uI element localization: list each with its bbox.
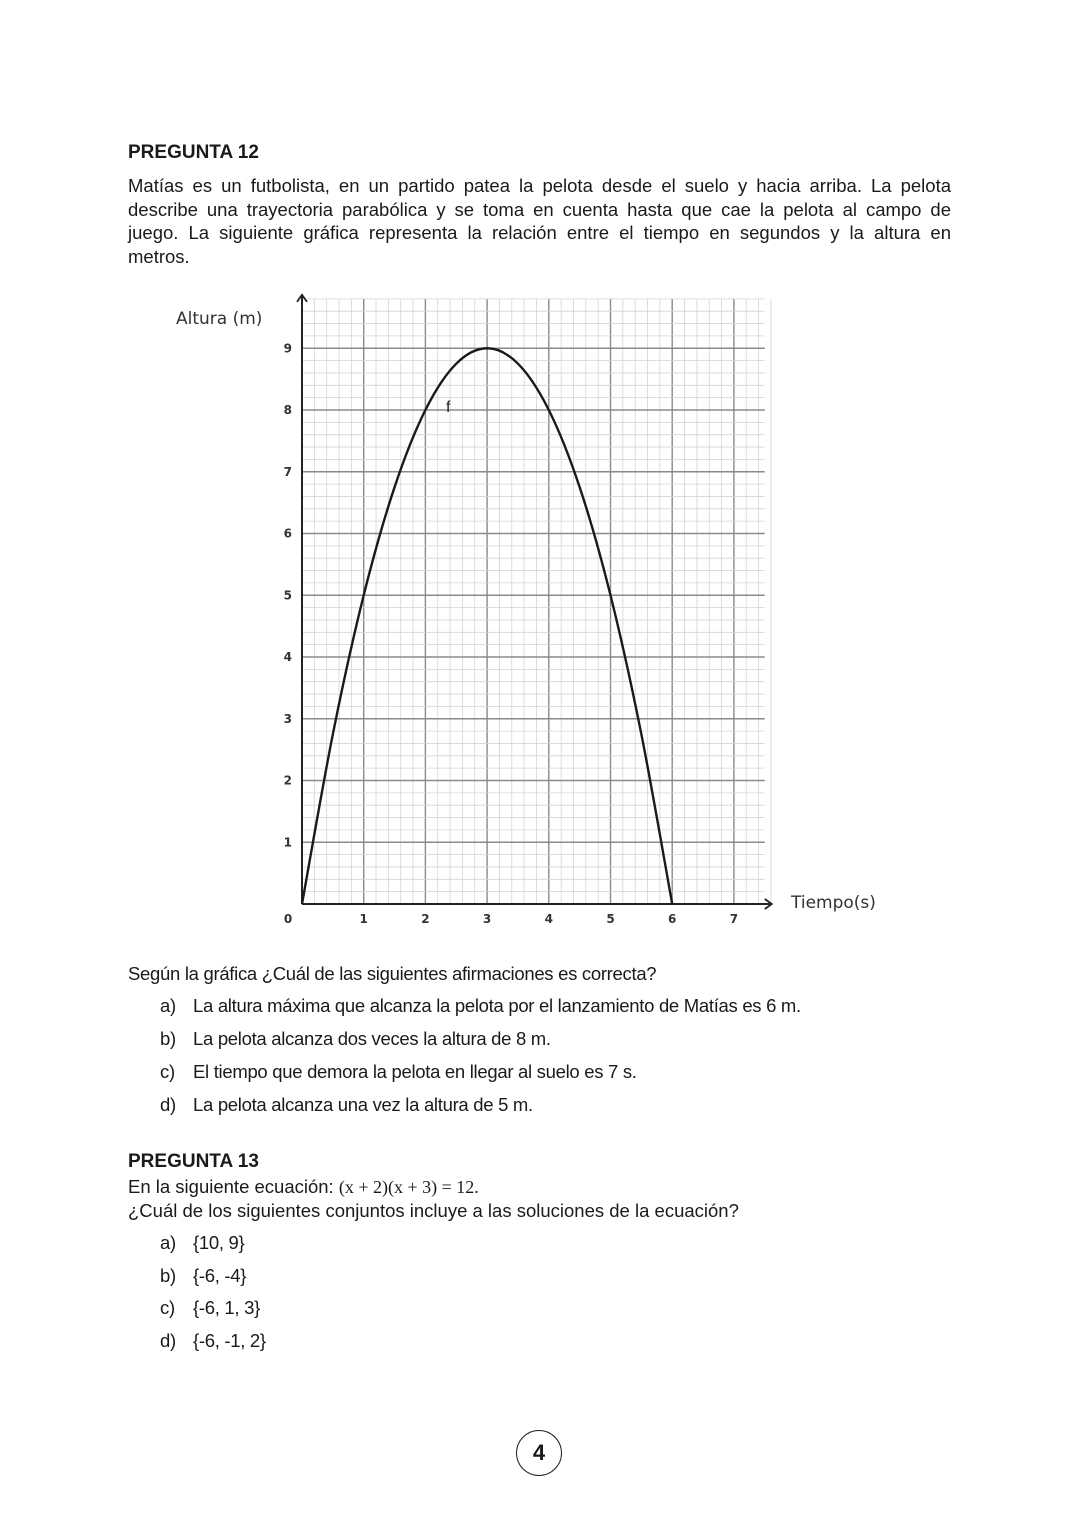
option-a[interactable]: [160, 1232, 244, 1254]
y-tick-label: 2: [283, 773, 292, 788]
option-text: {-6, -4}: [193, 1265, 247, 1286]
x-tick-label: 1: [359, 912, 368, 926]
x-tick-label: 0: [283, 912, 293, 926]
option-text: {-6, 1, 3}: [193, 1297, 260, 1318]
page-number: 4: [516, 1430, 562, 1476]
y-tick-label: 3: [283, 711, 292, 726]
x-tick-label: 3: [482, 912, 492, 926]
y-tick-label: 5: [283, 588, 292, 603]
statement-line: metros.: [128, 245, 190, 267]
statement-line: Matías es un futbolista, en un partido patea la pelota desde el suelo y hacia arriba. La pelota: [128, 175, 951, 196]
curve-label: f: [446, 399, 451, 416]
statement-line: describe una trayectoria parabólica y se toma en cuenta hasta que cae la pelota al campo de: [128, 198, 951, 220]
chart-axes: [297, 295, 772, 909]
x-axis-label: Tiempo(s): [791, 893, 876, 913]
question-13-intro: [128, 1175, 951, 1200]
option-label: b): [160, 1265, 176, 1286]
option-d[interactable]: [160, 1330, 266, 1352]
x-tick-label: 2: [421, 912, 430, 926]
question-12-prompt: Según la gráfica ¿Cuál de las siguientes afirmaciones es correcta?: [128, 963, 657, 984]
x-tick-label: 5: [606, 912, 615, 926]
option-text: {10, 9}: [193, 1232, 245, 1253]
option-text: {-6, -1, 2}: [193, 1330, 266, 1351]
y-tick-label: 4: [283, 650, 292, 664]
option-c[interactable]: [160, 1297, 260, 1319]
y-axis-label: Altura (m): [176, 309, 263, 329]
question-13-title: PREGUNTA 13: [128, 1151, 259, 1172]
chart-ticks: [284, 341, 738, 926]
question-13-prompt: ¿Cuál de los siguientes conjuntos incluye a las soluciones de la ecuación?: [128, 1200, 739, 1221]
intro-text: En la siguiente ecuación:: [128, 1176, 334, 1197]
option-d[interactable]: [160, 1094, 533, 1116]
y-tick-label: 1: [283, 835, 292, 850]
option-text: La pelota alcanza dos veces la altura de 8 m.: [193, 1028, 551, 1049]
x-tick-label: 7: [729, 912, 739, 926]
y-tick-label: 9: [283, 341, 292, 356]
option-label: a): [160, 995, 176, 1016]
option-label: c): [160, 1297, 175, 1318]
option-text: La pelota alcanza una vez la altura de 5 m.: [193, 1094, 533, 1115]
question-12-title: PREGUNTA 12: [128, 142, 259, 163]
x-tick-label: 4: [544, 912, 553, 926]
option-text: El tiempo que demora la pelota en llegar al suelo es 7 s.: [193, 1061, 637, 1082]
x-tick-label: 6: [668, 912, 677, 926]
option-text: La altura máxima que alcanza la pelota por el lanzamiento de Matías es 6 m.: [193, 995, 801, 1016]
option-label: d): [160, 1094, 176, 1115]
y-tick-label: 8: [283, 403, 292, 417]
option-c[interactable]: [160, 1061, 637, 1083]
option-label: b): [160, 1028, 176, 1049]
statement-line: juego. La siguiente gráfica representa la relación entre el tiempo en segundos y la altura en: [128, 222, 951, 244]
option-label: c): [160, 1061, 175, 1082]
y-tick-label: 7: [283, 464, 292, 479]
option-label: d): [160, 1330, 176, 1351]
option-label: a): [160, 1232, 176, 1253]
equation: (x + 2)(x + 3) = 12.: [338, 1177, 479, 1197]
option-a[interactable]: [160, 995, 801, 1017]
option-b[interactable]: [160, 1265, 246, 1287]
y-tick-label: 6: [283, 526, 292, 541]
option-b[interactable]: [160, 1028, 551, 1050]
